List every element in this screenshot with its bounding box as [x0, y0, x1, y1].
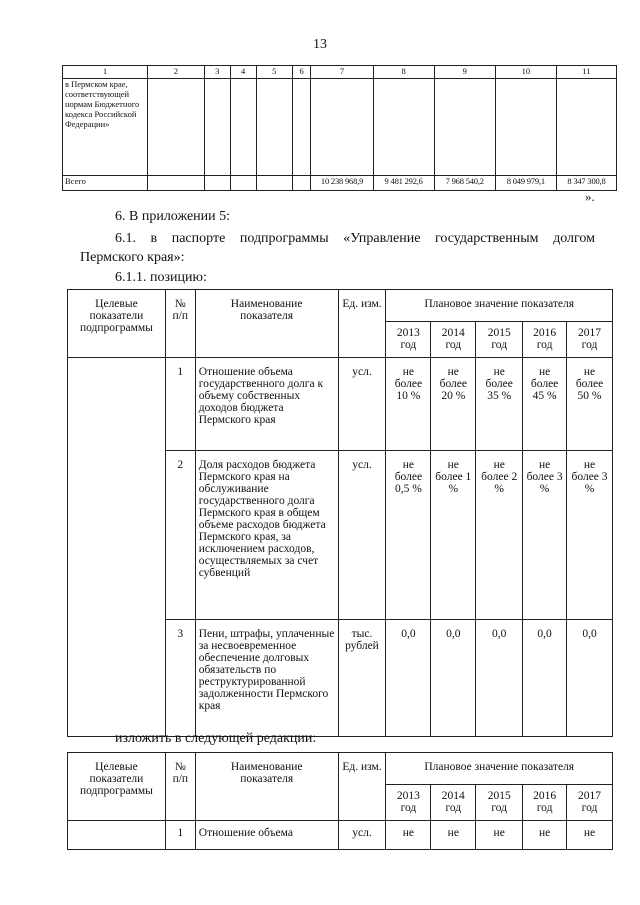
col-header: 5: [256, 66, 292, 79]
table-row: [68, 358, 613, 451]
col-header-unit: Ед. изм.: [338, 753, 386, 821]
paragraph-6-1-line2: Пермского края»:: [80, 250, 185, 265]
row-unit: усл.: [338, 358, 386, 451]
row-name: Отношение объема государственного долга к объему собственных доходов бюджета Пермского края: [195, 358, 338, 451]
col-header: 1: [63, 66, 148, 79]
col-header: 10: [495, 66, 556, 79]
closing-quote: ».: [585, 189, 595, 204]
row-value: 0,0: [431, 620, 476, 737]
row-label: в Пермском крае, соответствующей нормам Бюджетного кодекса Российской Федерации»: [63, 79, 148, 176]
col-header-no: № п/п: [165, 290, 195, 358]
row-value: 0,0: [386, 620, 431, 737]
total-cell: 7 968 540,2: [434, 176, 495, 191]
row-value: 0,0: [523, 620, 567, 737]
row-no: 1: [165, 821, 195, 850]
col-header-plan: Плановое значение показателя: [386, 753, 613, 785]
year-header: 2017 год: [567, 322, 613, 358]
row-value: не: [431, 821, 476, 850]
table-row: [63, 79, 617, 176]
header-row: [68, 753, 613, 785]
col-header: 2: [147, 66, 204, 79]
col-header-name: Наименование показателя: [195, 290, 338, 358]
row-unit: тыс. рублей: [338, 620, 386, 737]
col-header-plan: Плановое значение показателя: [386, 290, 613, 322]
row-value: не более 35 %: [476, 358, 523, 451]
row-value: не более 10 %: [386, 358, 431, 451]
col-header: 3: [204, 66, 230, 79]
total-cell: 10 238 968,9: [311, 176, 373, 191]
row-value: не более 0,5 %: [386, 451, 431, 620]
year-header: 2016 год: [523, 785, 567, 821]
col-header-name: Наименование показателя: [195, 753, 338, 821]
row-name: Отношение объема: [195, 821, 338, 850]
col-header: 8: [373, 66, 434, 79]
col-header-goal: Целевые показатели подпрограммы: [68, 290, 166, 358]
budget-table: [62, 65, 617, 191]
row-value: не более 3 %: [523, 451, 567, 620]
col-header: 11: [556, 66, 616, 79]
year-header: 2015 год: [476, 785, 523, 821]
year-header: 2013 год: [386, 785, 431, 821]
row-value: 0,0: [567, 620, 613, 737]
col-header: 6: [292, 66, 311, 79]
row-unit: усл.: [338, 451, 386, 620]
row-no: 1: [165, 358, 195, 451]
paragraph-6: 6. В приложении 5:: [115, 209, 231, 224]
row-name: Доля расходов бюджета Пермского края на обслуживание государственного долга Пермского края в общем объеме расходов бюджета Пермского края, за исключением расходов, осуществляемых за счет субвенций: [195, 451, 338, 620]
col-header: 7: [311, 66, 373, 79]
row-value: не более 2 %: [476, 451, 523, 620]
indicators-table: [67, 289, 613, 737]
total-label: Всего: [63, 176, 148, 191]
row-value: 0,0: [476, 620, 523, 737]
row-value: не более 50 %: [567, 358, 613, 451]
year-header: 2014 год: [431, 785, 476, 821]
year-header: 2015 год: [476, 322, 523, 358]
row-unit: усл.: [338, 821, 386, 850]
col-header-unit: Ед. изм.: [338, 290, 386, 358]
header-row: [68, 290, 613, 322]
row-value: не: [476, 821, 523, 850]
row-no: 3: [165, 620, 195, 737]
col-header: 4: [230, 66, 256, 79]
year-header: 2016 год: [523, 322, 567, 358]
row-value: не более 1 %: [431, 451, 476, 620]
row-value: не: [386, 821, 431, 850]
col-header-goal: Целевые показатели подпрограммы: [68, 753, 166, 821]
row-value: не более 3 %: [567, 451, 613, 620]
row-value: не: [523, 821, 567, 850]
total-cell: 8 347 300,8: [556, 176, 616, 191]
col-header: 9: [434, 66, 495, 79]
budget-table-header-row: [63, 66, 617, 79]
paragraph-6-1-1: 6.1.1. позицию:: [115, 270, 207, 285]
row-name: Пени, штрафы, уплаченные за несвоевременное обеспечение долговых обязательств по реструктурированной задолженности Пермского края: [195, 620, 338, 737]
total-cell: 9 481 292,6: [373, 176, 434, 191]
total-cell: 8 049 979,1: [495, 176, 556, 191]
row-no: 2: [165, 451, 195, 620]
table-row: [68, 821, 613, 850]
row-value: не более 20 %: [431, 358, 476, 451]
year-header: 2014 год: [431, 322, 476, 358]
new-indicators-table: [67, 752, 613, 850]
page-number: 13: [313, 37, 327, 52]
paragraph-new-edition: изложить в следующей редакции:: [115, 731, 317, 746]
total-row: [63, 176, 617, 191]
year-header: 2017 год: [567, 785, 613, 821]
paragraph-6-1-line1: 6.1. в паспорте подпрограммы «Управление государственным долгом: [115, 231, 595, 246]
row-value: не более 45 %: [523, 358, 567, 451]
row-value: не: [567, 821, 613, 850]
col-header-no: № п/п: [165, 753, 195, 821]
year-header: 2013 год: [386, 322, 431, 358]
